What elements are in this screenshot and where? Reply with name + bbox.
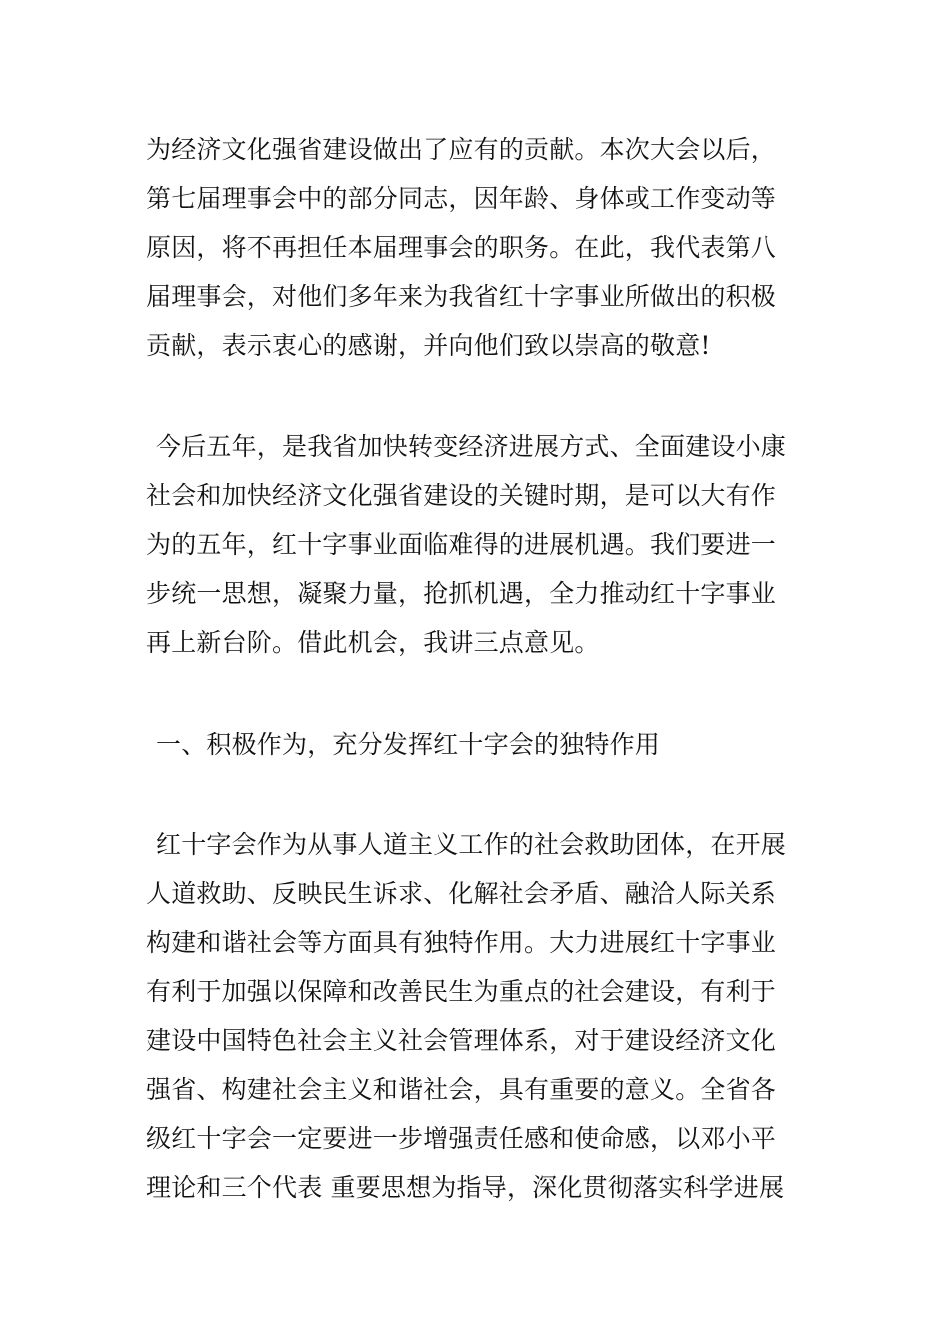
paragraph-line: 社会和加快经济文化强省建设的关键时期，是可以大有作 [146,481,777,510]
section-heading [146,720,811,769]
paragraph-line: 为的五年，红十字事业面临难得的进展机遇。我们要进一 [146,530,777,559]
paragraph-line: 再上新台阶。借此机会，我讲三点意见。 [146,628,600,657]
paragraph-2 [146,422,811,667]
paragraph-line: 步统一思想，凝聚力量，抢抓机遇，全力推动红十字事业 [146,579,777,608]
paragraph-line: 为经济文化强省建设做出了应有的贡献。本次大会以后， [146,135,777,164]
paragraph-line: 贡献，表示衷心的感谢，并向他们致以崇高的敬意! [146,331,711,360]
paragraph-line: 建设中国特色社会主义社会管理体系，对于建设经济文化 [146,1026,777,1055]
paragraph-line: 强省、构建社会主义和谐社会，具有重要的意义。全省各 [146,1075,777,1104]
paragraph-line: 今后五年，是我省加快转变经济进展方式、全面建设小康 [156,432,787,461]
paragraph-line: 红十字会作为从事人道主义工作的社会救助团体，在开展 [156,830,787,859]
paragraph-line: 理论和三个代表 重要思想为指导，深化贯彻落实科学进展 [146,1173,785,1202]
heading-text: 一、积极作为，充分发挥红十字会的独特作用 [156,730,661,759]
paragraph-line: 级红十字会一定要进一步增强责任感和使命感，以邓小平 [146,1124,777,1153]
paragraph-1 [146,125,811,370]
paragraph-3 [146,820,811,1212]
paragraph-line: 原因，将不再担任本届理事会的职务。在此，我代表第八 [146,233,777,262]
paragraph-line: 第七届理事会中的部分同志，因年龄、身体或工作变动等 [146,184,777,213]
paragraph-line: 有利于加强以保障和改善民生为重点的社会建设，有利于 [146,977,777,1006]
paragraph-line: 构建和谐社会等方面具有独特作用。大力进展红十字事业 [146,928,777,957]
paragraph-line: 人道救助、反映民生诉求、化解社会矛盾、融洽人际关系 [146,879,777,908]
paragraph-line: 届理事会，对他们多年来为我省红十字事业所做出的积极 [146,282,777,311]
